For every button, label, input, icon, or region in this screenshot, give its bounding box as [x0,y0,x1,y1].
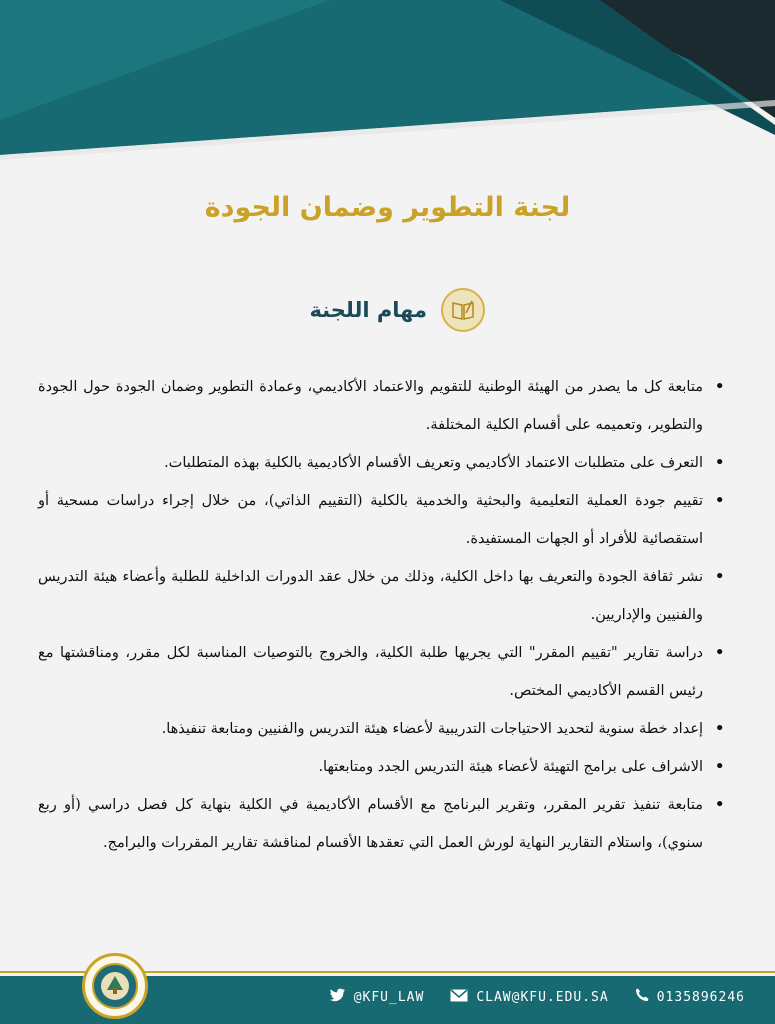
email-address: CLAW@KFU.EDU.SA [476,989,609,1005]
twitter-contact[interactable] [330,988,425,1006]
section-header [309,288,485,332]
list-item: • نشر ثقافة الجودة والتعريف بها داخل الكلية، وذلك من خلال عقد الدورات الداخلية للطلبة وأعضاء هيئة التدريس والفنيين والإداريين. [38,558,725,634]
list-item: • إعداد خطة سنوية لتحديد الاحتياجات التدريبية لأعضاء هيئة التدريس والفنيين ومتابعة تنفيذها. [38,710,725,748]
book-pen-icon [441,288,485,332]
list-item: • الاشراف على برامج التهيئة لأعضاء هيئة التدريس الجدد ومتابعتها. [38,748,725,786]
email-contact[interactable] [450,988,608,1006]
phone-contact[interactable] [635,988,745,1006]
list-item: • تقييم جودة العملية التعليمية والبحثية والخدمية بالكلية (التقييم الذاتي)، من خلال إجراء دراسات مسحية أو استقصائية للأفراد أو الجهات المستفيدة. [38,482,725,558]
phone-number: 0135896246 [656,989,745,1005]
phone-icon [635,988,649,1006]
task-list [38,368,725,862]
twitter-icon [330,988,346,1006]
list-item: • التعرف على متطلبات الاعتماد الأكاديمي وتعريف الأقسام الأكاديمية بالكلية بهذه المتطلبات. [38,444,725,482]
contact-bar [330,988,745,1006]
twitter-handle: @KFU_LAW [353,989,425,1005]
page-title: لجنة التطوير وضمان الجودة [204,192,571,223]
section-heading: مهام اللجنة [309,298,427,322]
email-icon [450,989,468,1006]
list-item: • متابعة تنفيذ تقرير المقرر، وتقرير البرنامج مع الأقسام الأكاديمية في الكلية بنهاية كل فصل دراسي (أو ربع سنوي)، واستلام التقارير النهاية لورش العمل التي تعقدها الأقسام لمناقشة تقارير المقررات والبرامج. [38,786,725,862]
list-item: • دراسة تقارير "تقييم المقرر" التي يجريها طلبة الكلية، والخروج بالتوصيات المناسبة لكل مقرر، ومناقشتها مع رئيس القسم الأكاديمي المختص. [38,634,725,710]
university-seal-icon [82,953,148,1019]
header-decoration [0,0,775,170]
list-item: • متابعة كل ما يصدر من الهيئة الوطنية للتقويم والاعتماد الأكاديمي، وعمادة التطوير وضمان الجودة حول الجودة والتطوير، وتعميمه على أقسام الكلية المختلفة. [38,368,725,444]
